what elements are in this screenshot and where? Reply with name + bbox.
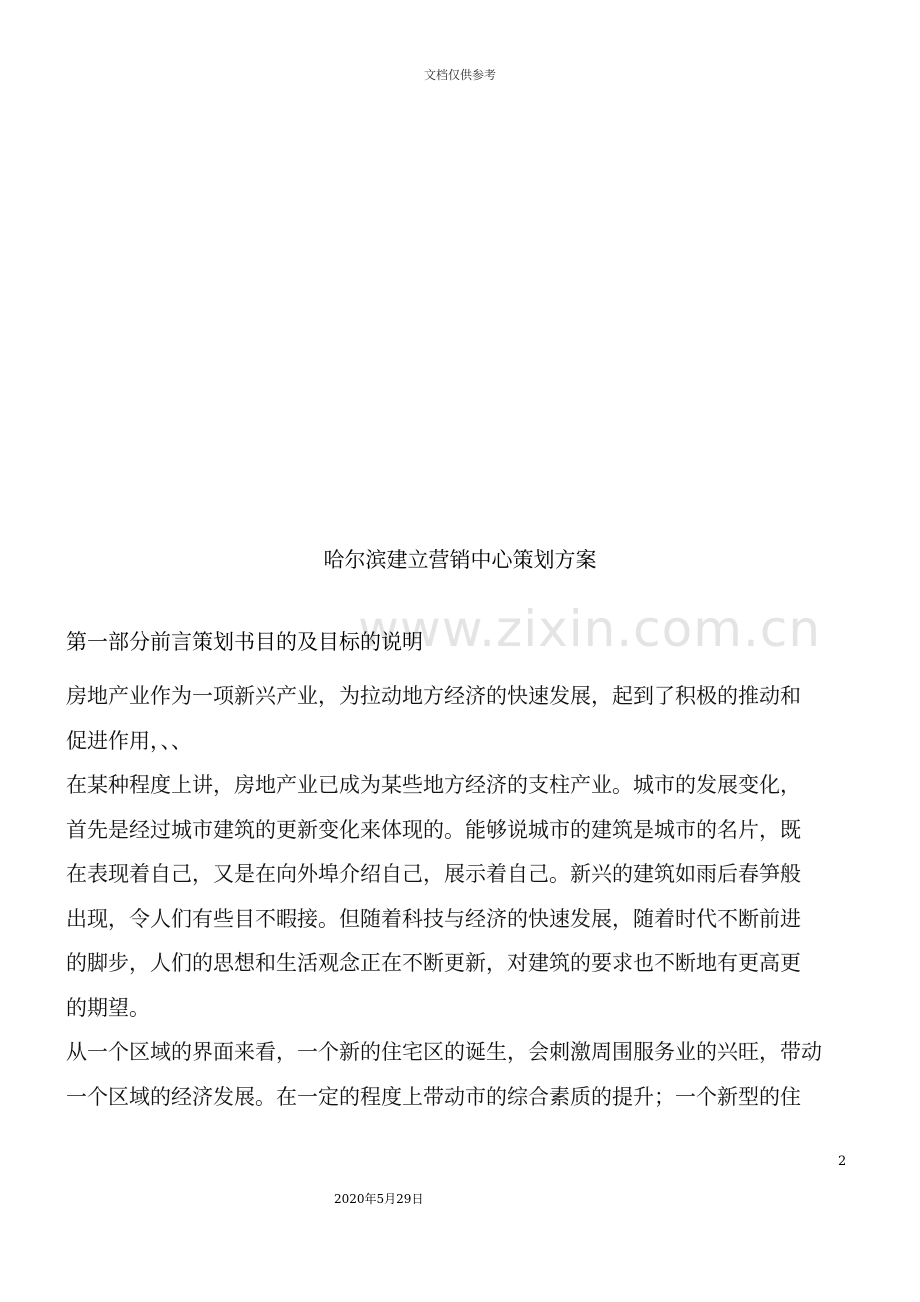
watermark: www.zixin.com.cn	[358, 600, 822, 658]
footer-date: 2020年5月29日	[334, 1192, 424, 1206]
page-number: 2	[838, 1154, 847, 1169]
header-note: 文档仅供参考	[423, 68, 496, 82]
paragraph-line: 在表现着自己，又是在向外埠介绍自己，展示着自己。新兴的建筑如雨后春笋般	[66, 862, 801, 886]
paragraph-line: 的期望。	[66, 995, 150, 1020]
paragraph-line: 首先是经过城市建筑的更新变化来体现的。能够说城市的建筑是城市的名片，既	[66, 817, 801, 842]
section-heading: 第一部分前言策划书目的及目标的说明	[66, 630, 423, 654]
paragraph-line: 房地产业作为一项新兴产业，为拉动地方经济的快速发展，起到了积极的推动和	[66, 684, 801, 708]
body-text	[66, 674, 856, 1119]
paragraph-line: 从一个区域的界面来看，一个新的住宅区的诞生，会刺激周围服务业的兴旺，带动	[66, 1040, 822, 1064]
paragraph-line: 一个区域的经济发展。在一定的程度上带动市的综合素质的提升；一个新型的住	[66, 1084, 801, 1109]
paragraph-line: 在某种程度上讲，房地产业已成为某些地方经济的支柱产业。城市的发展变化，	[66, 773, 801, 797]
paragraph-line: 的脚步，人们的思想和生活观念正在不断更新，对建筑的要求也不断地有更高更	[66, 951, 801, 975]
paragraph-line: 促进作用，、、	[66, 728, 192, 753]
paragraph-line: 出现，令人们有些目不暇接。但随着科技与经济的快速发展，随着时代不断前进	[66, 906, 801, 931]
document-title: 哈尔滨建立营销中心策划方案	[323, 548, 597, 572]
